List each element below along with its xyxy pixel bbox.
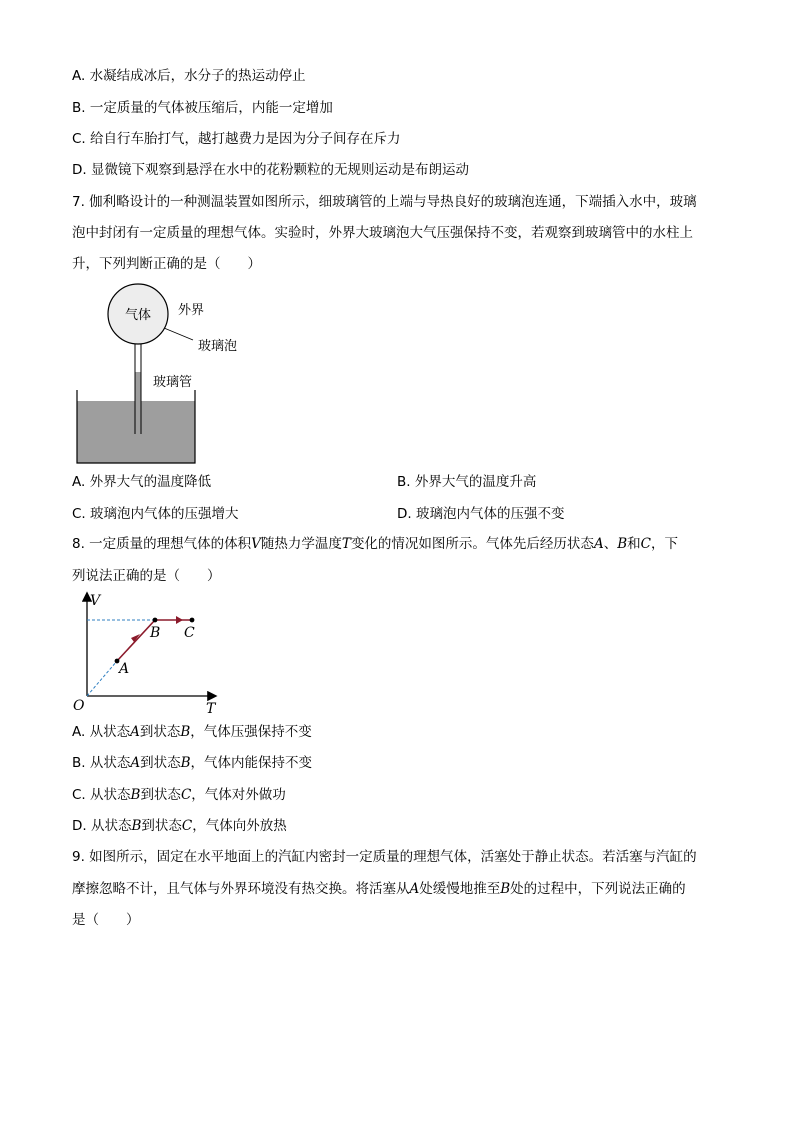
q7-stem-line-3: 升，下列判断正确的是（ ） [72,256,261,272]
q8-stem-text-2: 随热力学温度 [260,536,342,552]
q9-point-a: A [409,881,420,897]
q8-option-state: B [180,755,191,771]
q9-point-b: B [500,881,511,897]
q8-option-text: 到状态 [139,724,181,740]
point-c-label: C [184,625,195,641]
q8-option-text: 到状态 [140,787,181,803]
q8-option-state: A [130,724,140,740]
q8-option-state: C [180,787,192,803]
q9-text: 摩擦忽略不计，且气体与外界环境没有热交换。将活塞从 [72,881,410,897]
q6-option-d: D. 显微镜下观察到悬浮在水中的花粉颗粒的无规则运动是布朗运动 [72,162,469,178]
q7-option-a: A. 外界大气的温度降低 [72,474,212,490]
arrow-b-to-c [176,616,183,624]
q7-option-d: D. 玻璃泡内气体的压强不变 [397,506,565,522]
q9-text: 处缓慢地推至 [419,881,501,897]
q8-option-text: ，气体内能保持不变 [190,755,313,771]
q8-option-c [72,786,286,804]
water-column [136,372,141,434]
outside-label: 外界 [178,303,205,318]
q8-stem-line-1 [72,535,678,553]
q7-stem-line-1: 7. 伽利略设计的一种测温装置如图所示，细玻璃管的上端与导热良好的玻璃泡连通，下端插入水中，玻璃 [72,194,697,210]
q8-option-text: ，气体压强保持不变 [190,724,312,740]
q8-option-d [72,817,287,835]
glass-bulb-label: 玻璃泡 [198,339,238,354]
q8-option-letter: C. [72,787,91,803]
point-b [153,618,158,623]
glass-tube-label: 玻璃管 [153,375,193,390]
q8-option-state: B [130,787,141,803]
q8-option-letter: B. [72,755,90,771]
q8-option-b [72,754,312,772]
q8-option-letter: D. [72,818,91,834]
q6-option-a: A. 水凝结成冰后，水分子的热运动停止 [72,68,306,84]
q8-option-text: 到状态 [141,818,182,834]
dashed-extension-to-origin [87,661,117,696]
q8-option-state: A [130,755,141,771]
point-b-label: B [150,625,161,641]
q8-option-text: ，气体向外放热 [192,818,287,834]
q8-stem-b: B [617,536,628,552]
q8-option-state: B [180,724,191,740]
bulb-pointer-line [164,328,193,340]
q8-option-text: 从状态 [90,818,132,834]
q8-stem-and: 和 [627,536,641,552]
q7-option-c: C. 玻璃泡内气体的压强增大 [72,506,239,522]
q9-stem-line-3: 是（ ） [72,912,140,928]
q9-text: 处的过程中，下列说法正确的 [510,881,686,897]
t-axis-label: T [206,701,216,716]
q6-option-b: B. 一定质量的气体被压缩后，内能一定增加 [72,100,333,116]
bulb-gas-label: 气体 [124,308,152,323]
q8-option-a [72,723,312,741]
q8-stem-text-4: ，下 [650,536,678,552]
q8-option-text: ，气体对外做功 [191,787,286,803]
q8-option-text: 从状态 [90,787,131,803]
q8-stem-c: C [640,536,651,552]
q8-stem-t: T [341,536,351,552]
q7-option-b: B. 外界大气的温度升高 [397,474,537,490]
q8-option-text: 从状态 [89,724,131,740]
q8-option-letter: A. [72,724,90,740]
q8-option-text: 从状态 [89,755,131,771]
q8-stem-text-1: 8. 一定质量的理想气体的体积 [72,536,252,552]
origin-label: O [73,698,85,714]
q8-stem-v: V [251,536,261,552]
point-c [190,618,195,623]
q9-stem-line-2 [72,880,686,898]
q7-stem-line-2: 泡中封闭有一定质量的理想气体。实验时，外界大玻璃泡大气压强保持不变，若观察到玻璃管中的水柱上 [72,225,693,241]
q8-stem-text-3: 变化的情况如图所示。气体先后经历状态 [350,536,594,552]
q8-stem-a: A [593,536,604,552]
q8-option-text: 到状态 [140,755,181,771]
q8-vt-graph [70,588,230,716]
q9-stem-line-1: 9. 如图所示，固定在水平地面上的汽缸内密封一定质量的理想气体，活塞处于静止状态。若活塞与汽缸的 [72,849,697,865]
q8-stem-sep: 、 [603,536,618,552]
q8-stem-line-2: 列说法正确的是（ ） [72,568,221,584]
point-a-label: A [119,661,130,677]
v-axis-label: V [90,593,101,609]
q8-option-state: B [131,818,142,834]
q8-option-state: C [181,818,193,834]
q7-thermometer-figure [70,280,270,470]
q6-option-c: C. 给自行车胎打气，越打越费力是因为分子间存在斥力 [72,131,401,147]
